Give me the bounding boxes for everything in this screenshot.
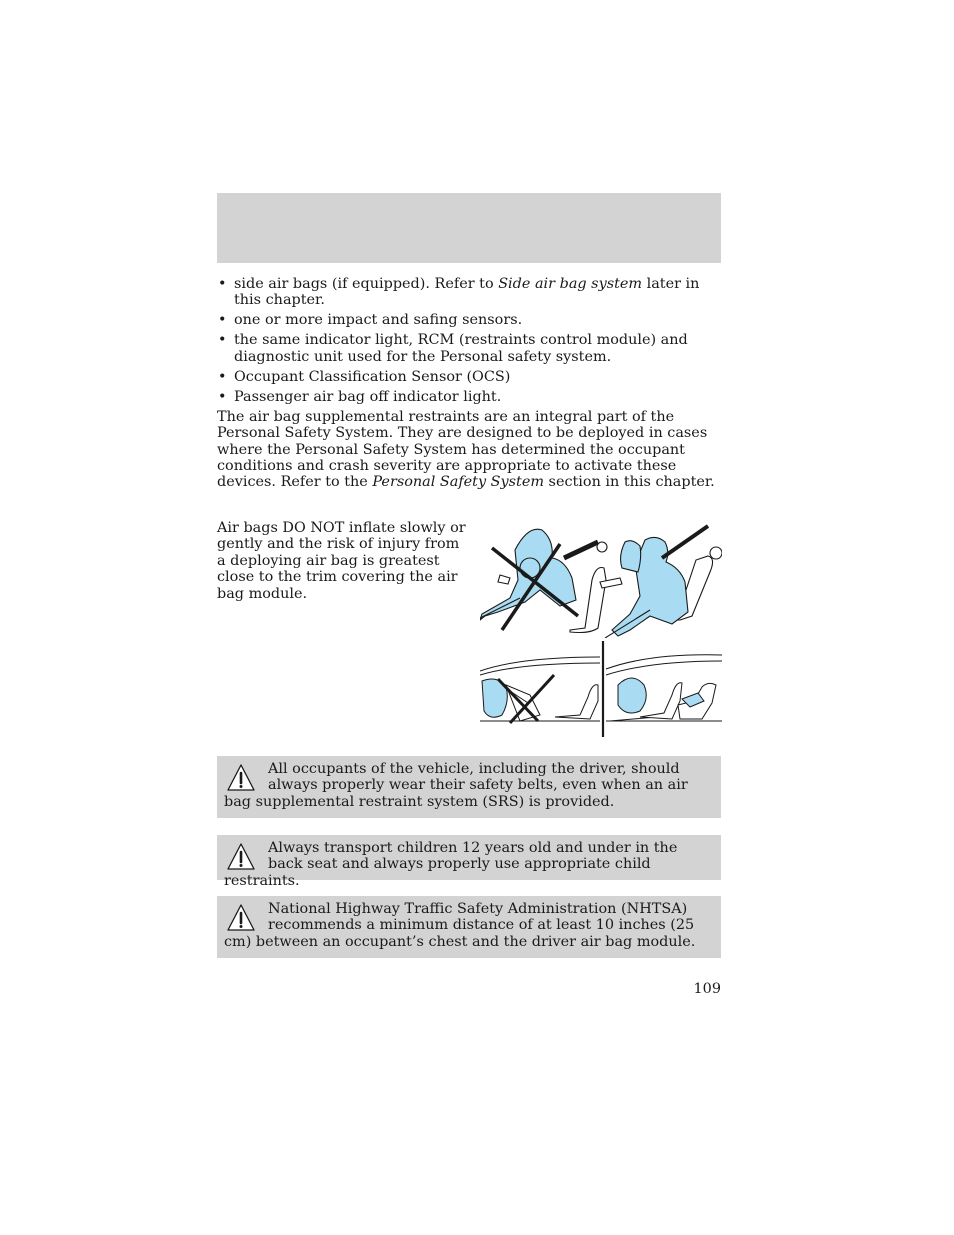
warning-text: Always transport children 12 years old and under in the back seat and always properly use appropriate child restraints. [224, 840, 678, 889]
paragraph-before: The air bag supplemental restraints are an integral part of the Personal Safety System. They are designed to be deployed in cases where the Personal Safety System has determined the occupant conditions and crash severity are appropriate to activate these devices. Refer to the [217, 408, 708, 491]
inflate-warning-text: Air bags DO NOT inflate slowly or gently and the risk of injury from a deploying air bag is greatest close to the trim covering the air bag module. [217, 520, 466, 602]
warning-box-children [217, 835, 721, 889]
srs-paragraph [217, 409, 721, 491]
list-item [217, 332, 721, 365]
warning-text: National Highway Traffic Safety Administration (NHTSA) recommends a minimum distance of at least 10 inches (25 cm) between an occupant’s chest and the driver air bag module. [224, 901, 696, 950]
bullet-glyph: • [218, 388, 227, 405]
bullet-text: one or more impact and safing sensors. [234, 312, 523, 329]
bullet-text-before: side air bags (if equipped). Refer to [234, 276, 499, 292]
list-item [217, 312, 721, 328]
paragraph-italic: Personal Safety System [372, 474, 544, 491]
bullet-text: Occupant Classification Sensor (OCS) [234, 368, 511, 385]
main-content [217, 276, 721, 491]
warning-box-seatbelts [217, 756, 721, 818]
vehicle-airbag-illustration [480, 641, 722, 737]
bullet-text-italic: Side air bag system [498, 276, 643, 292]
list-item [217, 276, 721, 309]
warning-triangle-icon [226, 903, 256, 933]
list-item [217, 369, 721, 385]
paragraph-after: section in this chapter. [543, 474, 715, 491]
list-item [217, 389, 721, 405]
warning-triangle-icon [226, 763, 256, 793]
bullet-text: the same indicator light, RCM (restraints control module) and diagnostic unit used for the Personal safety system. [234, 332, 688, 365]
occupant-position-illustration [480, 520, 722, 638]
component-list [217, 276, 721, 405]
bullet-text: Passenger air bag off indicator light. [234, 388, 502, 405]
bullet-glyph: • [218, 332, 227, 349]
bullet-text-after: later in this chapter. [234, 276, 700, 309]
header-band [217, 193, 721, 263]
warning-text: All occupants of the vehicle, including the driver, should always properly wear their safety belts, even when an air bag supplemental restraint system (SRS) is provided. [224, 761, 688, 810]
warning-triangle-icon [226, 842, 256, 872]
bullet-glyph: • [218, 368, 227, 385]
warning-box-nhtsa [217, 896, 721, 958]
page-number: 109 [693, 981, 721, 997]
bullet-glyph: • [218, 312, 227, 329]
bullet-glyph: • [218, 276, 227, 292]
